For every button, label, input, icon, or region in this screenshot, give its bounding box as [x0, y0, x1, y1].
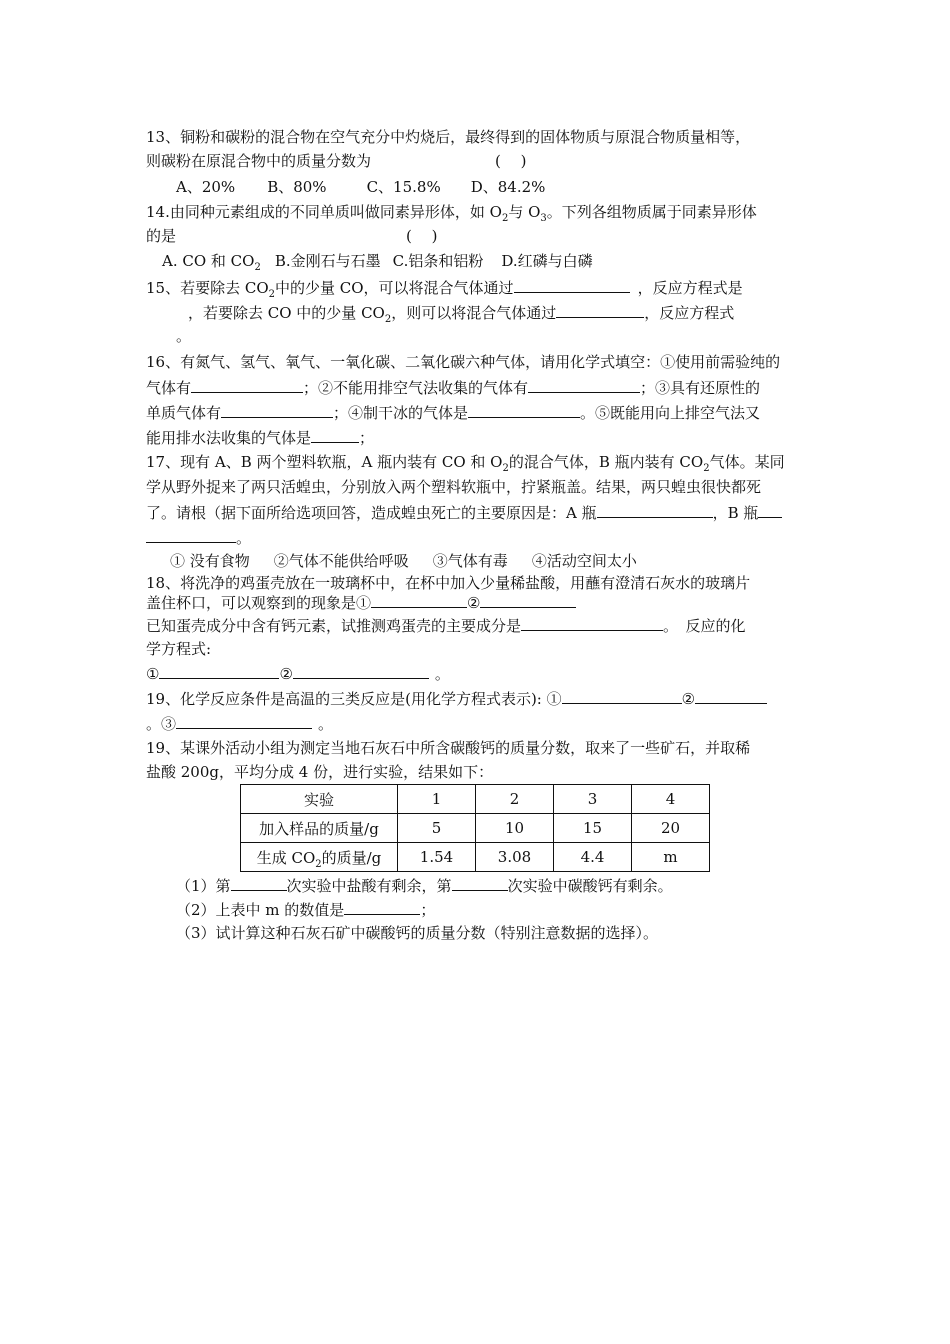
- table-cell: 20: [632, 814, 710, 843]
- q15-line2: ，若要除去 CO 中的少量 $CO_2$，则可以将混合气体通过 ，反应方程式: [176, 301, 846, 324]
- q19b-sub1: （1）第 次实验中盐酸有剩余，第 次实验中碳酸钙有剩余。: [176, 874, 846, 897]
- q13-line2: 则碳粉在原混合物中的质量分数为 ( ): [146, 152, 527, 170]
- table-cell: 4: [632, 785, 710, 814]
- q19a-line1: 19、化学反应条件是高温的三类反应是(用化学方程式表示): ① ②: [146, 687, 816, 710]
- blank: [528, 376, 640, 393]
- blank: [521, 614, 663, 631]
- q14-options: [162, 250, 832, 272]
- blank: [480, 591, 576, 608]
- q16-line1: 16、有氮气、氢气、氧气、一氧化碳、二氧化碳六种气体，请用化学式填空：①使用前需验纯的: [146, 353, 781, 371]
- blank: [293, 662, 429, 679]
- q18-line1: 18、将洗净的鸡蛋壳放在一玻璃杯中，在杯中加入少量稀盐酸，用蘸有澄清石灰水的玻璃片: [146, 574, 751, 592]
- table-row: [241, 843, 710, 872]
- blank: [176, 712, 312, 729]
- q17-line3: 了。请根（据下面所给选项回答，造成蝗虫死亡的主要原因是：A 瓶 ，B 瓶: [146, 501, 816, 524]
- table-cell: 15: [554, 814, 632, 843]
- blank: [191, 376, 303, 393]
- q18-line4: 学方程式:: [146, 640, 212, 658]
- table-cell: 4.4: [554, 843, 632, 872]
- blank: [468, 401, 580, 418]
- q16-line2: 气体有 ；②不能用排空气法收集的气体有 ；③具有还原性的: [146, 376, 816, 399]
- q13-options: [176, 176, 846, 198]
- option-c: C.铝条和铝粉: [392, 252, 484, 270]
- q17-line2: 学从野外捉来了两只活蝗虫，分别放入两个塑料软瓶中，拧紧瓶盖。结果，两只蝗虫很快都死: [146, 478, 762, 496]
- q16-line3: 单质气体有 ；④制干冰的气体是 。⑤既能用向上排空气法又: [146, 401, 816, 424]
- experiment-table: [240, 784, 710, 872]
- blank: [556, 301, 644, 318]
- table-cell: 1: [398, 785, 476, 814]
- option-a: A、20%: [176, 178, 236, 196]
- blank: [231, 874, 287, 891]
- table-cell: 实验: [241, 785, 398, 814]
- blank: [695, 687, 767, 704]
- q18-line5: ① ② 。: [146, 662, 816, 685]
- table-cell: 2: [476, 785, 554, 814]
- option-4: ④活动空间太小: [531, 552, 637, 570]
- q19b-line1: 19、某课外活动小组为测定当地石灰石中所含碳酸钙的质量分数，取来了一些矿石，并取稀: [146, 739, 751, 757]
- option-1: ① 没有食物: [170, 552, 250, 570]
- answer-paren: ( ): [495, 152, 527, 170]
- q16-line4: 能用排水法收集的气体是 ；: [146, 426, 816, 449]
- q19b-sub2: （2）上表中 m 的数值是 ；: [176, 898, 846, 921]
- table-cell: 10: [476, 814, 554, 843]
- blank: [311, 426, 359, 443]
- table-cell: 3.08: [476, 843, 554, 872]
- blank: [452, 874, 508, 891]
- table-cell: 3: [554, 785, 632, 814]
- q17-options: [170, 550, 840, 572]
- table-header-row: [241, 785, 710, 814]
- table-cell: 加入样品的质量/g: [241, 814, 398, 843]
- blank: [758, 501, 782, 518]
- blank: [597, 501, 713, 518]
- blank: [371, 591, 467, 608]
- blank: [146, 526, 236, 543]
- q13-line1: 13、铜粉和碳粉的混合物在空气充分中灼烧后，最终得到的固体物质与原混合物质量相等，: [146, 128, 751, 146]
- q19b-sub3: （3）试计算这种石灰石矿中碳酸钙的质量分数（特别注意数据的选择）。: [176, 924, 659, 942]
- answer-paren: ( ): [406, 227, 438, 245]
- blank: [344, 898, 420, 915]
- q17-line1: 17、现有 A、B 两个塑料软瓶，A 瓶内装有 CO 和 $O_2$的混合气体，B 瓶内装有 $CO_2$气体。某同: [146, 453, 785, 474]
- option-d: D、84.2%: [470, 178, 546, 196]
- table-row: [241, 814, 710, 843]
- blank: [562, 687, 682, 704]
- option-b: B、80%: [267, 178, 327, 196]
- option-b: B.金刚石与石墨: [274, 252, 381, 270]
- table-cell: 1.54: [398, 843, 476, 872]
- blank: [159, 662, 279, 679]
- blank: [221, 401, 333, 418]
- q17-line4: 。: [146, 526, 816, 549]
- table-cell: 5: [398, 814, 476, 843]
- q15-line1: 15、若要除去 $CO_2$中的少量 CO，可以将混合气体通过 ，反应方程式是: [146, 276, 816, 299]
- q14-line2: 的是 ( ): [146, 227, 438, 245]
- option-c: C、15.8%: [366, 178, 441, 196]
- option-a: A. CO 和 $CO_2$: [162, 252, 261, 273]
- option-2: ②气体不能供给呼吸: [273, 552, 409, 570]
- q14-line1: 14.由同种元素组成的不同单质叫做同素异形体，如 $O_2$与 $O_3$。下列各组物质属于同素异形体: [146, 203, 757, 224]
- blank: [514, 276, 630, 293]
- option-3: ③气体有毒: [432, 552, 508, 570]
- q19a-line2: 。③ 。: [146, 712, 816, 735]
- option-d: D.红磷与白磷: [501, 252, 593, 270]
- q18-line2: 盖住杯口，可以观察到的现象是① ②: [146, 591, 816, 614]
- table-cell: 生成 $CO_2$的质量/g: [241, 843, 398, 872]
- table-cell: m: [632, 843, 710, 872]
- q19b-line2: 盐酸 200g，平均分成 4 份，进行实验，结果如下：: [146, 763, 494, 781]
- q15-line3: 。: [176, 327, 192, 345]
- q18-line3: 已知蛋壳成分中含有钙元素，试推测鸡蛋壳的主要成分是 。 反应的化: [146, 614, 816, 637]
